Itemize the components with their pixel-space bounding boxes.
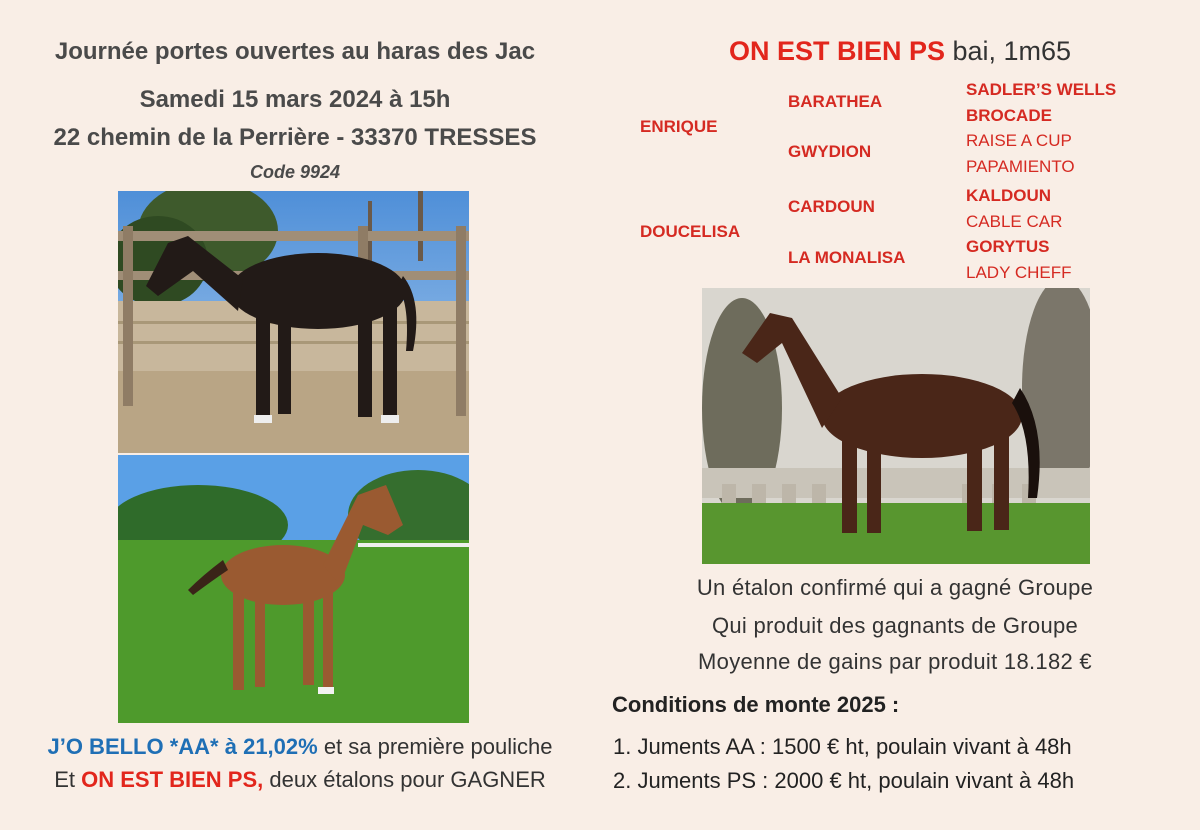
pedigree-sire-dam: GWYDION bbox=[788, 142, 872, 161]
stallion-details: bai, 1m65 bbox=[944, 36, 1072, 66]
condition-aa: 1. Juments AA : 1500 € ht, poulain vivant à 48h bbox=[613, 734, 1072, 759]
event-date: Samedi 15 mars 2024 à 15h bbox=[139, 86, 451, 113]
photo-filly-foal bbox=[118, 455, 469, 723]
pedigree-g3-4: PAPAMIENTO bbox=[966, 157, 1075, 176]
pedigree-g3-5: KALDOUN bbox=[966, 186, 1051, 205]
caption-on-est-bien-prefix: Et bbox=[54, 767, 82, 792]
event-address: 22 chemin de la Perrière - 33370 TRESSES bbox=[53, 124, 537, 151]
pedigree-dam-sire: CARDOUN bbox=[788, 197, 875, 216]
pedigree-g3-3: RAISE A CUP bbox=[966, 131, 1072, 150]
pedigree-g3-7: GORYTUS bbox=[966, 237, 1050, 256]
photo-stallion-jo-bello bbox=[118, 191, 469, 453]
pedigree-sire: ENRIQUE bbox=[640, 117, 718, 136]
event-title: Journée portes ouvertes au haras des Jac bbox=[54, 38, 536, 65]
stallion-name: ON EST BIEN PS bbox=[728, 36, 945, 66]
pedigree-g3-8: LADY CHEFF bbox=[966, 263, 1072, 282]
caption-on-est-bien-rest: deux étalons pour GAGNER bbox=[263, 767, 546, 792]
desc-line-3: Moyenne de gains par produit 18.182 € bbox=[698, 649, 1092, 674]
desc-line-2: Qui produit des gagnants de Groupe bbox=[711, 613, 1079, 638]
desc-line-1: Un étalon confirmé qui a gagné Groupe bbox=[696, 575, 1094, 600]
caption-jo-bello-highlight: J’O BELLO *AA* à 21,02% bbox=[47, 734, 318, 759]
stallion-title bbox=[600, 36, 1200, 67]
caption-on-est-bien-highlight: ON EST BIEN PS, bbox=[81, 767, 264, 792]
caption-jo-bello bbox=[0, 734, 600, 760]
event-code: Code 9924 bbox=[249, 162, 341, 182]
caption-jo-bello-rest: et sa première pouliche bbox=[317, 734, 553, 759]
conditions-title: Conditions de monte 2025 : bbox=[612, 692, 900, 717]
pedigree-dam: DOUCELISA bbox=[640, 222, 741, 241]
condition-ps: 2. Juments PS : 2000 € ht, poulain vivant à 48h bbox=[613, 768, 1075, 793]
photo-stallion-on-est-bien bbox=[702, 288, 1090, 564]
pedigree-g3-2: BROCADE bbox=[966, 106, 1052, 125]
pedigree-dam-dam: LA MONALISA bbox=[788, 248, 906, 267]
pedigree-g3-6: CABLE CAR bbox=[966, 212, 1063, 231]
caption-on-est-bien bbox=[0, 767, 600, 793]
pedigree-g3-1: SADLER’S WELLS bbox=[966, 80, 1117, 99]
pedigree-sire-sire: BARATHEA bbox=[788, 92, 883, 111]
